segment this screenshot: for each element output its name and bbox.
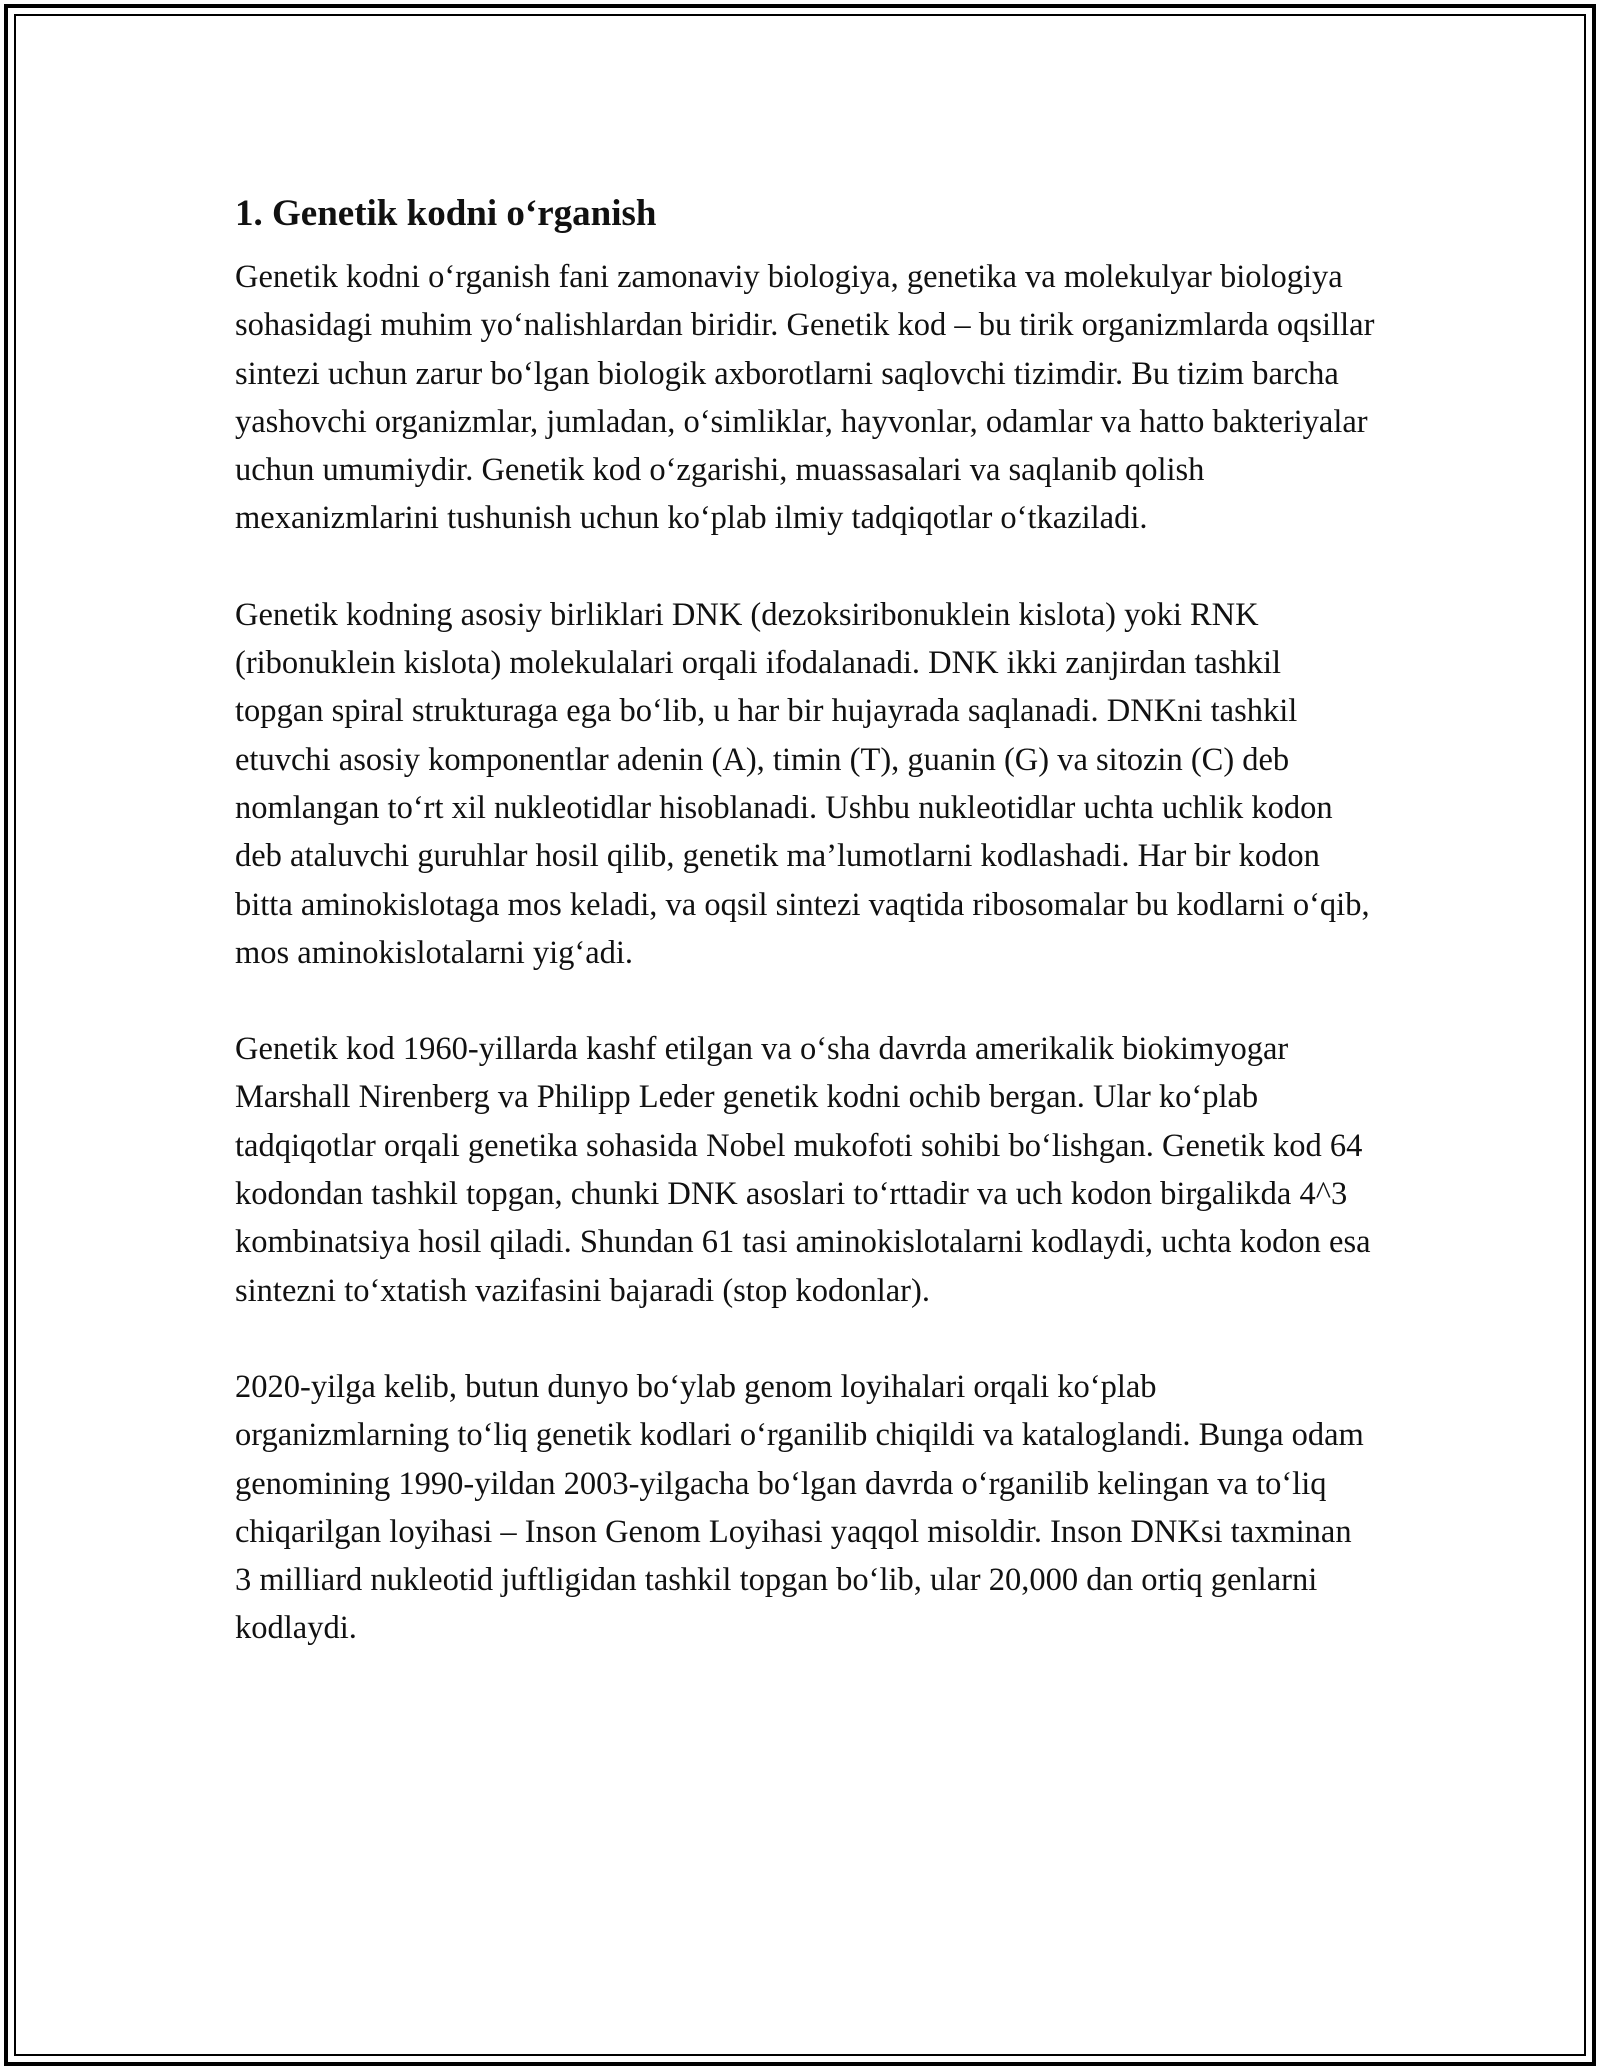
- paragraph-4: 2020-yilga kelib, butun dunyo bo‘ylab genom loyihalari orqali ko‘plab organizmlarning to‘liq genetik kodlari o‘rganilib chiqildi va kataloglandi. Bunga odam genomining 1990-yildan 2003-yilgacha bo‘lgan davrda o‘rganilib kelingan va to‘liq chiqarilgan loyihasi – Inson Genom Loyihasi yaqqol misoldir. Inson DNKsi taxminan 3 milliard nukleotid juftligidan tashkil topgan bo‘lib, ular 20,000 dan ortiq genlarni kodlaydi.: [235, 1368, 1364, 1647]
- document-body: [235, 185, 1375, 1701]
- paragraph-1: Genetik kodni o‘rganish fani zamonaviy biologiya, genetika va molekulyar biologiya sohasidagi muhim yo‘nalishlardan biridir. Genetik kod – bu tirik organizmlarda oqsillar sintezi uchun zarur bo‘lgan biologik axborotlarni saqlovchi tizimdir. Bu tizim barcha yashovchi organizmlar, jumladan, o‘simliklar, hayvonlar, odamlar va hatto bakteriyalar uchun umumiydir. Genetik kod o‘zgarishi, muassasalari va saqlanib qolish mexanizmlarini tushunish uchun ko‘plab ilmiy tadqiqotlar o‘tkaziladi.: [235, 259, 1375, 537]
- paragraph-3: Genetik kod 1960-yillarda kashf etilgan va o‘sha davrda amerikalik biokimyogar Marshall Nirenberg va Philipp Leder genetik kodni ochib bergan. Ular ko‘plab tadqiqotlar orqali genetika sohasida Nobel mukofoti sohibi bo‘lishgan. Genetik kod 64 kodondan tashkil topgan, chunki DNK asoslari to‘rttadir va uch kodon birgalikda 4^3 kombinatsiya hosil qiladi. Shundan 61 tasi aminokislotalarni kodlaydi, uchta kodon esa sintezni to‘xtatish vazifasini bajaradi (stop kodonlar).: [235, 1031, 1371, 1309]
- section-heading: 1. Genetik kodni o‘rganish: [235, 193, 657, 234]
- paragraph-2: Genetik kodning asosiy birliklari DNK (dezoksiribonuklein kislota) yoki RNK (ribonuklein kislota) molekulalari orqali ifodalanadi. DNK ikki zanjirdan tashkil topgan spiral strukturaga ega bo‘lib, u har bir hujayrada saqlanadi. DNKni tashkil etuvchi asosiy komponentlar adenin (A), timin (T), guanin (G) va sitozin (C) deb nomlangan to‘rt xil nukleotidlar hisoblanadi. Ushbu nukleotidlar uchta uchlik kodon deb ataluvchi guruhlar hosil qilib, genetik ma’lumotlarni kodlashadi. Har bir kodon bitta aminokislotaga mos keladi, va oqsil sintezi vaqtida ribosomalar bu kodlarni o‘qib, mos aminokislotalarni yig‘adi.: [235, 596, 1370, 971]
